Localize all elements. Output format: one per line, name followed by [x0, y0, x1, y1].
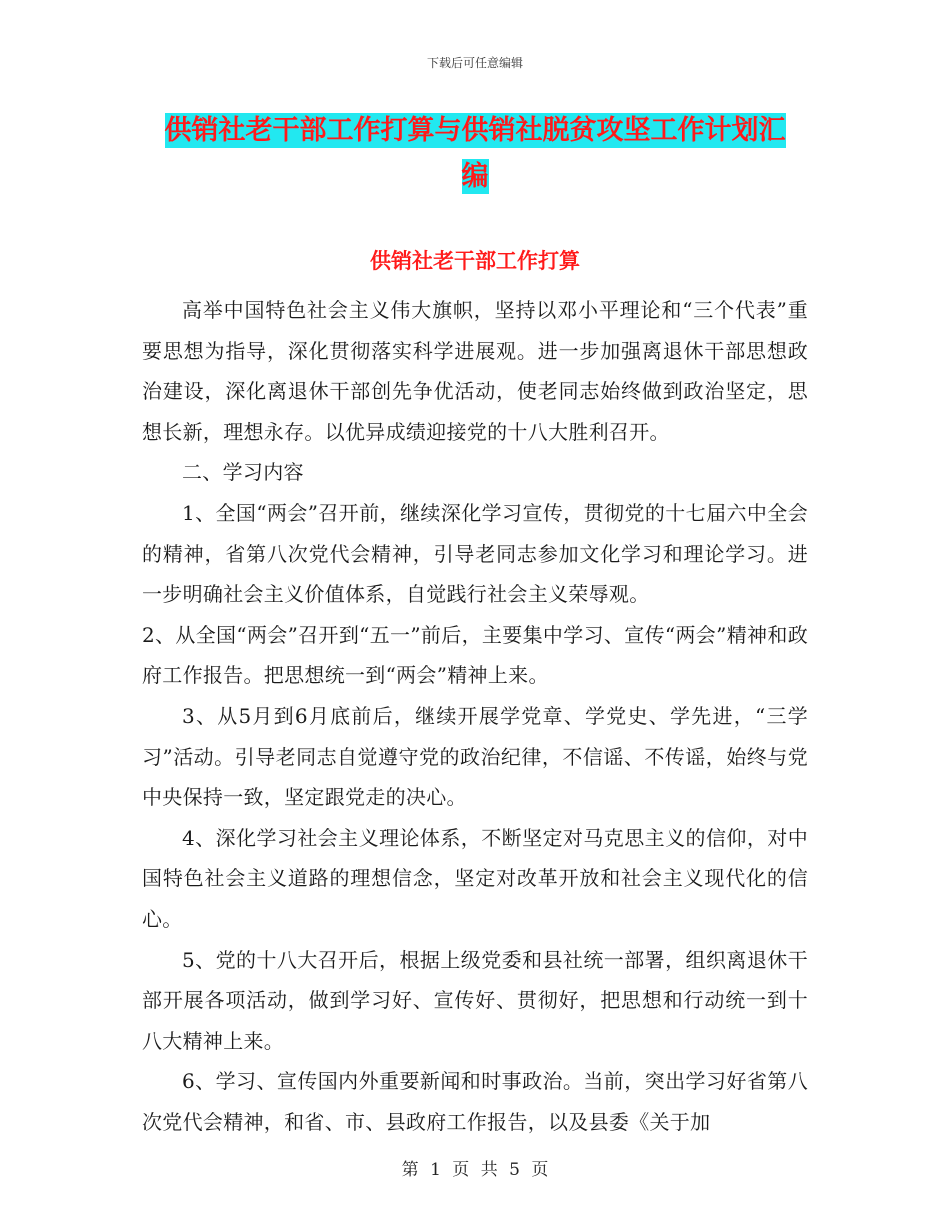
document-title-line-1: 供销社老干部工作打算与供销社脱贫攻坚工作计划汇: [164, 115, 786, 146]
paragraph-heading-study-content: 二、学习内容: [182, 460, 304, 485]
paragraph-item-3: 3、从5月到6月底前后，继续开展学党章、学党史、学先进，“三学习”活动。引导老同志自觉遵守党的政治纪律，不信谣、不传谣，始终与党中央保持一致，坚定跟党走的决心。: [142, 703, 808, 810]
paragraph-item-1: 1、全国“两会”召开前，继续深化学习宣传，贯彻党的十七届六中全会的精神，省第八次党代会精神，引导老同志参加文化学习和理论学习。进一步明确社会主义价值体系，自觉践行社会主义荣辱观。: [142, 500, 808, 607]
paragraph-intro: 高举中国特色社会主义伟大旗帜，坚持以邓小平理论和“三个代表”重要思想为指导，深化贯彻落实科学进展观。进一步加强离退休干部思想政治建设，深化离退休干部创先争优活动，使老同志始终做到政治坚定，思想长新，理想永存。以优异成绩迎接党的十八大胜利召开。: [142, 298, 808, 444]
paragraph-item-4: 4、深化学习社会主义理论体系，不断坚定对马克思主义的信仰，对中国特色社会主义道路的理想信念，坚定对改革开放和社会主义现代化的信心。: [142, 825, 808, 931]
header-note: 下载后可任意编辑: [426, 56, 523, 70]
paragraph-item-6: 6、学习、宣传国内外重要新闻和时事政治。当前，突出学习好省第八次党代会精神，和省、市、县政府工作报告，以及县委《关于加: [142, 1069, 808, 1134]
paragraph-item-2: 2、从全国“两会”召开到“五一”前后，主要集中学习、宣传“两会”精神和政府工作报告。把思想统一到“两会”精神上来。: [142, 622, 808, 688]
document-body: [142, 290, 808, 1142]
page-footer: 第 1 页 共 5 页: [401, 1160, 549, 1180]
section-title: 供销社老干部工作打算: [370, 249, 580, 273]
document-title-line-2: 编: [461, 161, 489, 192]
document-title: [0, 108, 950, 200]
paragraph-item-5: 5、党的十八大召开后，根据上级党委和县社统一部署，组织离退休干部开展各项活动，做到学习好、宣传好、贯彻好，把思想和行动统一到十八大精神上来。: [142, 947, 808, 1053]
